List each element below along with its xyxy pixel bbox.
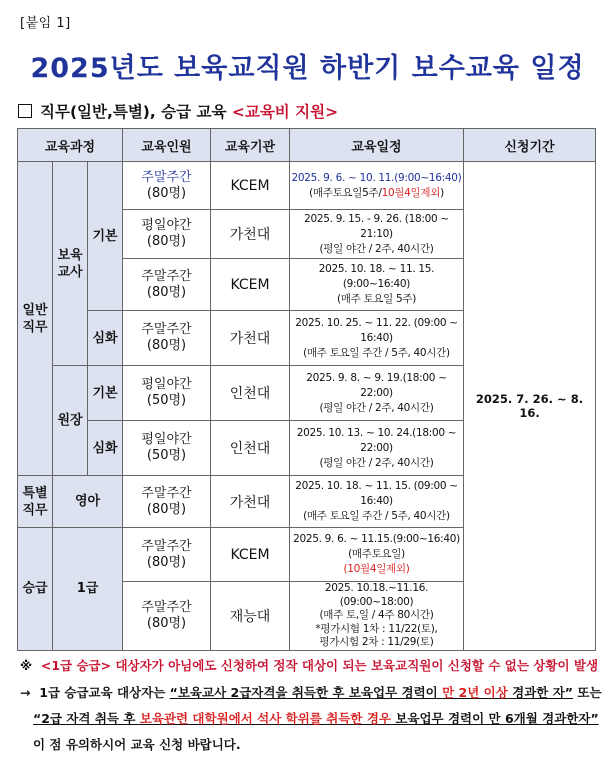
category-basic: 기본	[88, 366, 123, 421]
institution-cell: KCEM	[211, 259, 290, 311]
attachment-label: [붙임 1]	[20, 16, 71, 31]
category-special: 특별 직무	[18, 476, 53, 528]
people-cell: 평일야간 (50명)	[123, 421, 211, 476]
header-application-period: 신청기간	[464, 129, 596, 162]
header-institution: 교육기관	[211, 129, 290, 162]
table-row	[18, 162, 596, 210]
institution-cell: 가천대	[211, 476, 290, 528]
people-cell: 주말주간 (80명)	[123, 476, 211, 528]
category-basic: 기본	[88, 162, 123, 311]
people-cell: 주말주간 (80명)	[123, 311, 211, 366]
institution-cell: KCEM	[211, 162, 290, 210]
arrow-right-icon: →	[20, 685, 31, 700]
people-cell: 평일야간 (50명)	[123, 366, 211, 421]
schedule-cell: 2025. 9. 6. ~ 11.15.(9:00~16:40) (매주토요일) (10월4일제외)	[290, 528, 464, 582]
header-schedule: 교육일정	[290, 129, 464, 162]
checkbox-square-icon	[18, 104, 32, 118]
category-teacher: 보육 교사	[53, 162, 88, 366]
category-grade1: 1급	[53, 528, 123, 651]
note-closing: 이 점 유의하시어 교육 신청 바랍니다.	[33, 737, 241, 752]
institution-cell: 가천대	[211, 210, 290, 259]
schedule-cell: 2025. 10. 13. ~ 10. 24.(18:00 ~ 22:00) (평일 야간 / 2주, 40시간)	[290, 421, 464, 476]
schedule-cell: 2025. 10. 25. ~ 11. 22. (09:00 ~ 16:40) (매주 토요일 주간 / 5주, 40시간)	[290, 311, 464, 366]
people-cell: 주말주간 (80명)	[123, 582, 211, 651]
schedule-cell: 2025. 10. 18. ~ 11. 15.(9:00~16:40) (매주 토요일 5주)	[290, 259, 464, 311]
schedule-table	[17, 128, 596, 651]
section-prefix: 직무(일반,특별), 승급 교육	[40, 103, 227, 121]
category-promotion: 승급	[18, 528, 53, 651]
schedule-cell: 2025. 9. 15. - 9. 26. (18:00 ~ 21:10) (평일 야간 / 2주, 40시간)	[290, 210, 464, 259]
header-course: 교육과정	[18, 129, 123, 162]
institution-cell: 인천대	[211, 421, 290, 476]
section-heading	[18, 100, 338, 122]
schedule-table-wrapper	[17, 128, 595, 648]
category-general: 일반 직무	[18, 162, 53, 476]
header-people: 교육인원	[123, 129, 211, 162]
people-cell: 평일야간 (80명)	[123, 210, 211, 259]
institution-cell: 재능대	[211, 582, 290, 651]
institution-cell: 인천대	[211, 366, 290, 421]
section-highlight: <교육비 지원>	[231, 103, 339, 121]
people-cell: 주말주간 (80명)	[123, 259, 211, 311]
category-advanced: 심화	[88, 311, 123, 366]
schedule-cell: 2025. 10.18.~11.16. (09:00~18:00) (매주 토,일 / 4주 80시간) *평가시험 1차 : 11/22(토), 평가시험 2차 : 11/29(토)	[290, 582, 464, 651]
reference-mark-icon: ※	[20, 658, 33, 673]
page-title: 2025년도 보육교직원 하반기 보수교육 일정	[30, 53, 585, 84]
people-cell: 주말주간 (80명)	[123, 528, 211, 582]
institution-cell: KCEM	[211, 528, 290, 582]
table-header-row	[18, 129, 596, 162]
schedule-cell: 2025. 9. 6. ~ 10. 11.(9:00~16:40) (매주토요일5주/10월4일제외)	[290, 162, 464, 210]
category-infant: 영아	[53, 476, 123, 528]
note-warning: ※ <1급 승급> 대상자가 아님에도 신청하여 정작 대상이 되는 보육교직원이 신청할 수 없는 상황이 발생	[20, 658, 599, 673]
schedule-cell: 2025. 9. 8. ~ 9. 19.(18:00 ~ 22:00) (평일 야간 / 2주, 40시간)	[290, 366, 464, 421]
schedule-cell: 2025. 10. 18. ~ 11. 15. (09:00 ~ 16:40) (매주 토요일 주간 / 5주, 40시간)	[290, 476, 464, 528]
application-period-cell: 2025. 7. 26. ~ 8. 16.	[464, 162, 596, 651]
category-advanced: 심화	[88, 421, 123, 476]
note-eligibility-alt: “2급 자격 취득 후 보육관련 대학원에서 석사 학위를 취득한 경우 보육업무 경력이 만 6개월 경과한자”	[33, 711, 599, 726]
note-eligibility: → 1급 승급교육 대상자는 “보육교사 2급자격을 취득한 후 보육업무 경력이 만 2년 이상 경과한 자” 또는	[20, 685, 602, 700]
people-cell: 주말주간 (80명)	[123, 162, 211, 210]
category-director: 원장	[53, 366, 88, 476]
institution-cell: 가천대	[211, 311, 290, 366]
